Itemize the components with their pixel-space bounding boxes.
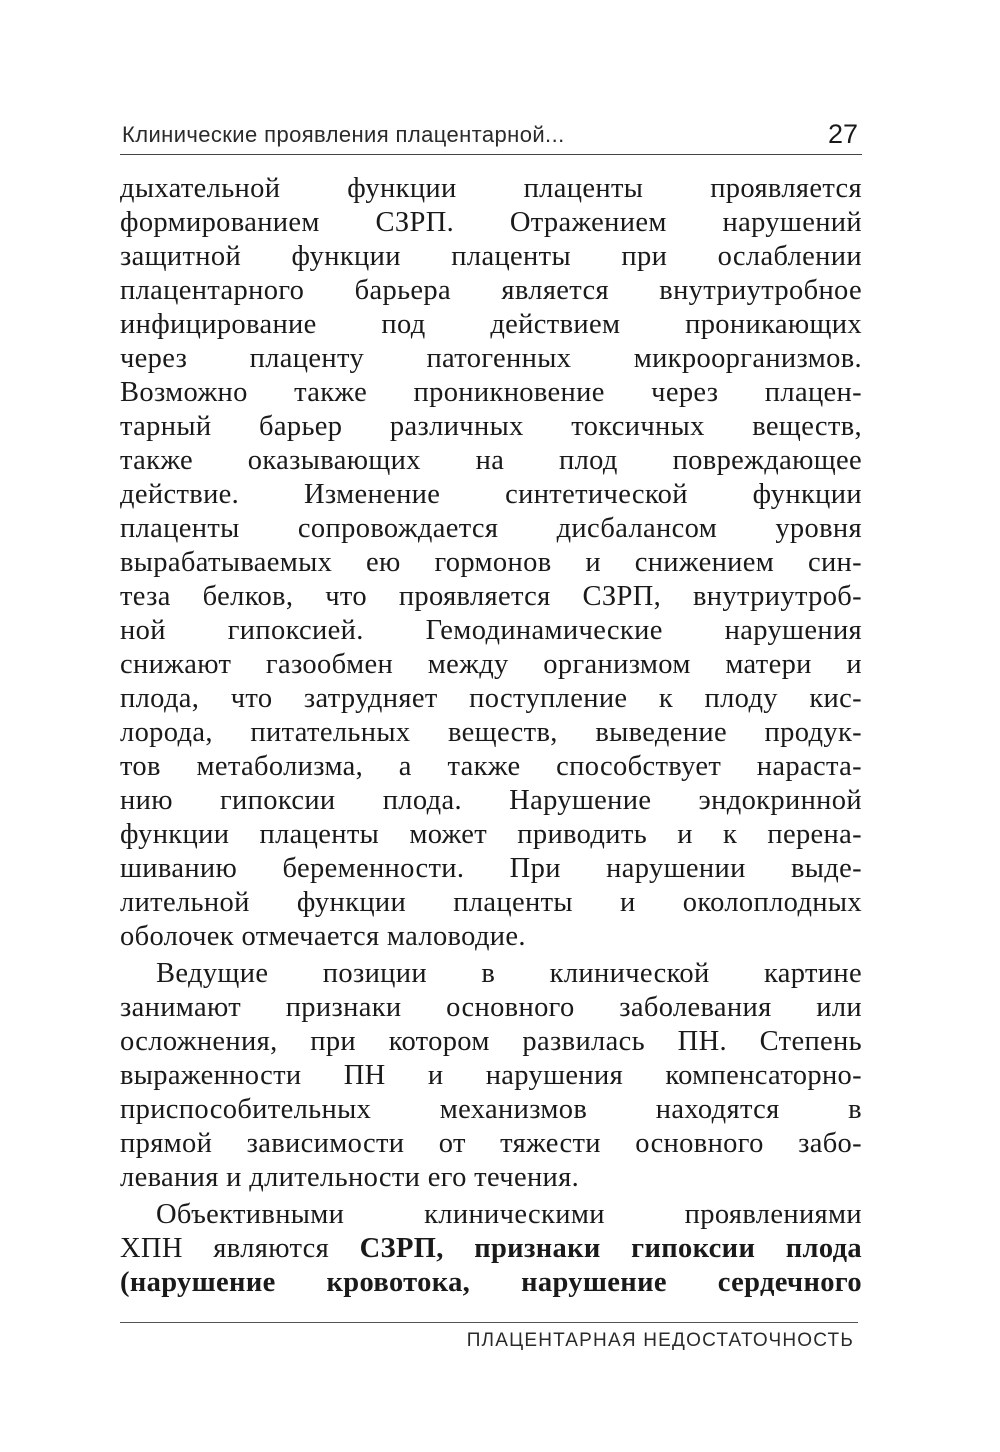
- text-line: снижают газообмен между организмом матери и: [120, 649, 862, 680]
- text-line: (нарушение кровотока, нарушение сердечного: [120, 1267, 862, 1298]
- text-line: также оказывающих на плод повреждающее: [120, 445, 862, 476]
- text-line: вырабатываемых ею гормонов и снижением син-: [120, 547, 862, 578]
- body-text: [120, 172, 862, 1300]
- text-line: тов метаболизма, а также способствует нараста-: [120, 751, 862, 782]
- text-line: плаценты сопровождается дисбалансом уровня: [120, 513, 862, 544]
- text-line: тарный барьер различных токсичных веществ,: [120, 411, 862, 442]
- text-line: занимают признаки основного заболевания или: [120, 992, 862, 1023]
- running-header-title: Клинические проявления плацентарной...: [122, 122, 565, 147]
- text-line: действие. Изменение синтетической функции: [120, 479, 862, 510]
- paragraph-2: [120, 957, 862, 1195]
- text-line: нию гипоксии плода. Нарушение эндокринной: [120, 785, 862, 816]
- text-line: защитной функции плаценты при ослаблении: [120, 241, 862, 272]
- text-line: плода, что затрудняет поступление к плоду кис-: [120, 683, 862, 714]
- paragraph-3: [120, 1198, 862, 1300]
- text-line: инфицирование под действием проникающих: [120, 309, 862, 340]
- text-line: лительной функции плаценты и околоплодных: [120, 887, 862, 918]
- book-page: [120, 112, 862, 1298]
- text-line: теза белков, что проявляется СЗРП, внутриутроб-: [120, 581, 862, 612]
- text-line: Возможно также проникновение через плацен-: [120, 377, 862, 408]
- text-line: плацентарного барьера является внутриутробное: [120, 275, 862, 306]
- text-line: ной гипоксией. Гемодинамические нарушения: [120, 615, 862, 646]
- running-header: [120, 112, 862, 155]
- text-line: приспособительных механизмов находятся в: [120, 1094, 862, 1125]
- text-line: [120, 1232, 862, 1266]
- text-line: формированием СЗРП. Отражением нарушений: [120, 207, 862, 238]
- text-line: левания и длительности его течения.: [120, 1162, 580, 1193]
- text-line: Ведущие позиции в клинической картине: [156, 958, 862, 989]
- text-line: функции плаценты может приводить и к перена-: [120, 819, 862, 850]
- text-line: оболочек отмечается маловодие.: [120, 921, 526, 952]
- text-line: прямой зависимости от тяжести основного забо-: [120, 1128, 862, 1159]
- text-line: выраженности ПН и нарушения компенсаторно-: [120, 1060, 862, 1091]
- page-number: 27: [827, 119, 858, 149]
- running-footer: ПЛАЦЕНТАРНАЯ НЕДОСТАТОЧНОСТЬ: [466, 1330, 854, 1351]
- text-line: лорода, питательных веществ, выведение продук-: [120, 717, 862, 748]
- footer-rule: [120, 1322, 858, 1323]
- paragraph-1: [120, 172, 862, 954]
- text-run-bold: СЗРП, признаки гипоксии плода: [359, 1233, 862, 1264]
- text-line: осложнения, при котором развилась ПН. Степень: [120, 1026, 862, 1057]
- text-line: шиванию беременности. При нарушении выде-: [120, 853, 862, 884]
- text-line: Объективными клиническими проявлениями: [156, 1199, 862, 1230]
- text-line: дыхательной функции плаценты проявляется: [120, 173, 862, 204]
- text-line: через плаценту патогенных микроорганизмов.: [120, 343, 862, 374]
- text-run-normal: ХПН являются: [120, 1233, 360, 1264]
